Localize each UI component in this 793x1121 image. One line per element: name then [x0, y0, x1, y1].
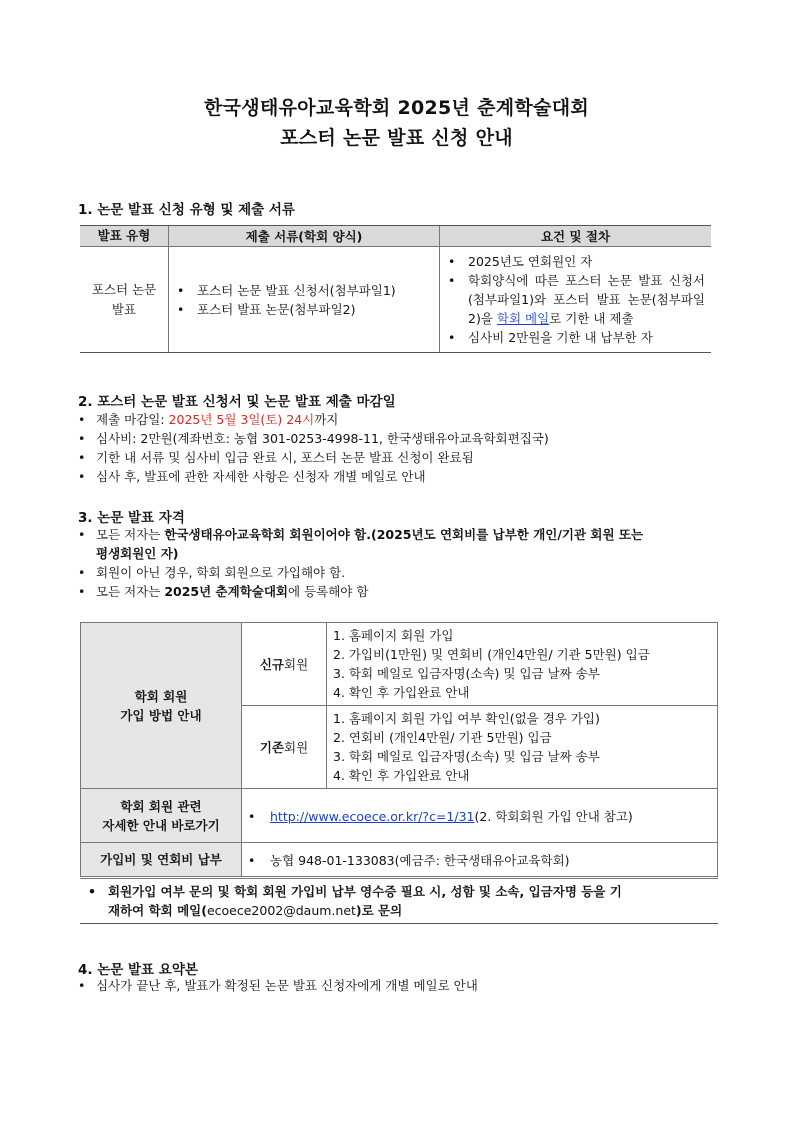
type-line-1: 포스터 논문 [91, 281, 157, 297]
col-type-header: 발표 유형 [80, 226, 169, 247]
link-tail: (2. 학회회원 가입 안내 참고) [474, 808, 633, 824]
join-label-2: 가입 방법 안내 [120, 707, 202, 723]
list-item [446, 271, 705, 328]
document-title: 한국생태유아교육학회 2025년 춘계학술대회 [203, 97, 590, 119]
summary-text: 심사가 끝난 후, 발표가 확정된 논문 발표 신청자에게 개별 메일로 안내 [96, 978, 478, 993]
table-row [80, 247, 711, 353]
list-item: • 포스터 발표 논문(첨부파일2) [175, 300, 439, 319]
list-item: • 포스터 논문 발표 신청서(첨부파일1) [175, 281, 439, 300]
join-method-label-cell [81, 623, 242, 789]
notice-text: 심사 후, 발표에 관한 자세한 사항은 신청자 개별 메일로 안내 [96, 469, 426, 484]
docs-cell [169, 247, 440, 353]
list-item: 2. 가입비(1만원) 및 연회비 (개인4만원/ 기관 5만원) 입금 [333, 647, 650, 662]
req-list [440, 252, 705, 347]
table-header-row [80, 226, 711, 247]
table-row [81, 843, 718, 877]
list-item: 1. 홈페이지 회원 가입 [333, 628, 454, 643]
qual-bold-cont: 평생회원인 자) [96, 546, 179, 561]
req-cell [440, 247, 712, 353]
existing-steps-list [327, 706, 717, 788]
fee-label-cell: 가입비 및 연회비 납부 [81, 843, 242, 877]
join-label-1: 학회 회원 [134, 688, 188, 704]
submission-table [80, 225, 711, 353]
req2-tail: 로 기한 내 제출 [549, 311, 634, 326]
list-item: • 회원이 아닌 경우, 학회 회원으로 가입해야 함. [78, 565, 346, 580]
list-item: 4. 확인 후 가입완료 안내 [333, 685, 470, 700]
list-item: • 기한 내 서류 및 심사비 입금 완료 시, 포스터 논문 발표 신청이 완료됨 [78, 450, 474, 465]
exist-bold: 기존 [259, 740, 284, 755]
list-item: 3. 학회 메일로 입금자명(소속) 및 입금 날짜 송부 [333, 666, 600, 681]
type-line-2: 발표 [111, 301, 137, 317]
list-item: • 심사비 2만원을 기한 내 납부한 자 [446, 328, 705, 347]
membership-inquiry-note [80, 878, 718, 924]
list-item: • 2025년도 연회원인 자 [446, 252, 705, 271]
fee-account: 농협 948-01-133083(예금주: 한국생태유아교육학회) [270, 852, 570, 868]
deadline-label: 제출 마감일: [96, 412, 169, 427]
fee-value-cell [242, 843, 718, 877]
new-rest: 회원 [284, 657, 309, 672]
list-item: • 제출 마감일: 2025년 5월 3일(토) 24시까지 [78, 412, 339, 427]
list-item-continued [78, 544, 718, 563]
list-item: • 심사비: 2만원(계좌번호: 농협 301-0253-4998-11, 한국생태유아교육학회편집국) [78, 431, 549, 446]
section-1-heading: 1. 논문 발표 신청 유형 및 제출 서류 [78, 202, 295, 218]
col-req-header: 요건 및 절차 [440, 226, 712, 247]
list-item: 2. 연회비 (개인4만원/ 기관 5만원) 입금 [333, 730, 552, 745]
existing-member-cell [242, 706, 327, 789]
req2-text: 학회양식에 따른 포스터 논문 발표 신청서(첨부파일1)와 포스터 발표 논문(첨부파일2)을 [468, 273, 705, 326]
list-item: 4. 확인 후 가입완료 안내 [333, 768, 470, 783]
list-item: • 심사가 끝난 후, 발표가 확정된 논문 발표 신청자에게 개별 메일로 안내 [78, 978, 478, 993]
list-item: 3. 학회 메일로 입금자명(소속) 및 입금 날짜 송부 [333, 749, 600, 764]
new-member-cell [242, 623, 327, 706]
list-item: • 모든 저자는 한국생태유아교육학회 회원이어야 함.(2025년도 연회비를 납부한 개인/기관 회원 또는 [78, 527, 644, 542]
details-link-label-cell [81, 789, 242, 843]
note-tail: )로 문의 [355, 903, 403, 918]
details-label-1: 학회 회원 관련 [120, 798, 202, 814]
bullet: • [88, 884, 96, 899]
col-docs-header: 제출 서류(학회 양식) [169, 226, 440, 247]
deadline-tail: 까지 [314, 412, 339, 427]
docs-list [169, 281, 439, 319]
type-cell [80, 247, 169, 353]
note-text-2: 재하여 학회 메일( [108, 903, 207, 918]
section-2-heading: 2. 포스터 논문 발표 신청서 및 논문 발표 제출 마감일 [78, 394, 396, 410]
exist-rest: 회원 [284, 740, 309, 755]
details-link-cell [242, 789, 718, 843]
details-label-2: 자세한 안내 바로가기 [102, 817, 220, 833]
register-text: 모든 저자는 [96, 584, 165, 599]
section-4-heading: 4. 논문 발표 요약본 [78, 962, 198, 978]
list-item: • 모든 저자는 2025년 춘계학술대회에 등록해야 함 [78, 584, 369, 599]
membership-info-link[interactable]: http://www.ecoece.or.kr/?c=1/31 [270, 808, 475, 824]
nonmember-text: 회원이 아닌 경우, 학회 회원으로 가입해야 함. [96, 565, 346, 580]
new-bold: 신규 [259, 657, 284, 672]
completion-text: 기한 내 서류 및 심사비 입금 완료 시, 포스터 논문 발표 신청이 완료됨 [96, 450, 474, 465]
register-bold: 2025년 춘계학술대회 [164, 584, 288, 599]
new-steps-cell [327, 623, 718, 706]
society-mail-link[interactable]: 학회 메일 [496, 311, 550, 326]
table-row [81, 623, 718, 706]
deadline-date: 2025년 5월 3일(토) 24시 [168, 412, 315, 427]
contact-email[interactable]: ecoece2002@daum.net [206, 903, 356, 918]
document-subtitle: 포스터 논문 발표 신청 안내 [280, 127, 513, 149]
section-3-heading: 3. 논문 발표 자격 [78, 510, 185, 526]
note-text: 회원가입 여부 문의 및 학회 회원 가입비 납부 영수증 필요 시, 성함 및 소속, 입금자명 등을 기 [108, 884, 622, 899]
table-row [81, 789, 718, 843]
new-steps-list [327, 623, 717, 705]
bullet: • [248, 808, 256, 824]
existing-steps-cell [327, 706, 718, 789]
list-item: • 심사 후, 발표에 관한 자세한 사항은 신청자 개별 메일로 안내 [78, 469, 426, 484]
register-tail: 에 등록해야 함 [288, 584, 369, 599]
review-fee-text: 심사비: 2만원(계좌번호: 농협 301-0253-4998-11, 한국생태유아교육학회편집국) [96, 431, 549, 446]
qual-bold: 한국생태유아교육학회 회원이어야 함.(2025년도 연회비를 납부한 개인/기관 회원 또는 [164, 527, 644, 542]
qual-text: 모든 저자는 [96, 527, 165, 542]
membership-table [80, 622, 718, 877]
list-item: 1. 홈페이지 회원 가입 여부 확인(없을 경우 가입) [333, 711, 600, 726]
bullet: • [248, 852, 256, 868]
